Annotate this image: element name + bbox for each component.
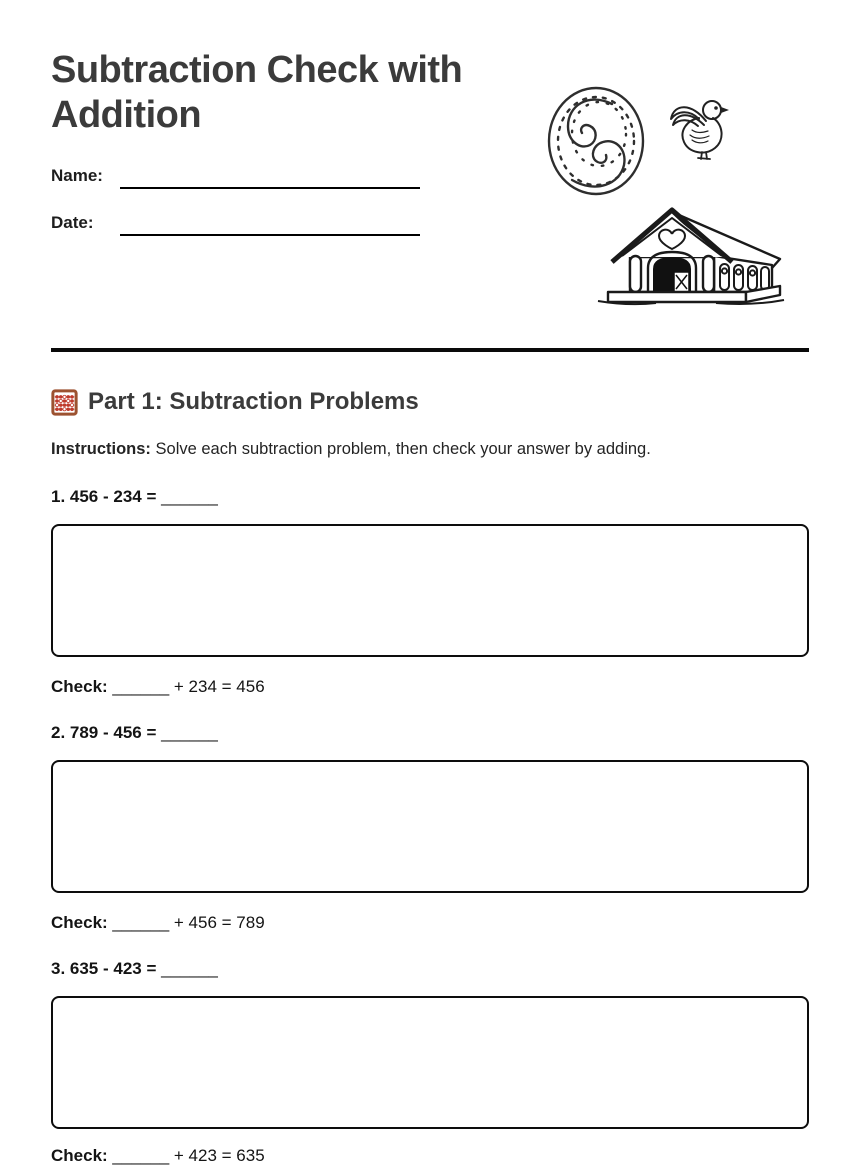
problem-2-answer-blank[interactable]: ______ [161,723,218,742]
problem-3-check [51,1146,265,1166]
problem-3-label: 3. 635 - 423 = [51,959,157,978]
koru-spiral-illustration [544,84,648,198]
part1-heading [51,388,419,416]
problem-1-work-box[interactable] [51,524,809,657]
problem-1 [51,487,218,507]
problem-3-check-equation: + 423 = 635 [173,1146,265,1165]
name-label: Name: [51,166,103,185]
problem-3 [51,959,218,979]
instructions-label: Instructions: [51,440,151,458]
problem-2-check [51,913,265,933]
problem-1-answer-blank[interactable]: ______ [161,487,218,506]
problem-1-check-blank[interactable]: ______ [112,677,170,696]
problem-2-work-box[interactable] [51,760,809,893]
problem-3-answer-blank[interactable]: ______ [161,959,218,978]
problem-1-label: 1. 456 - 234 = [51,487,157,506]
date-input-line[interactable] [120,234,420,236]
problem-3-check-label: Check: [51,1146,108,1165]
problem-3-work-box[interactable] [51,996,809,1129]
part1-heading-text: Part 1: Subtraction Problems [88,388,419,415]
name-input-line[interactable] [120,187,420,189]
problem-2-check-blank[interactable]: ______ [112,913,170,932]
abacus-icon [51,389,78,416]
problem-3-check-blank[interactable]: ______ [112,1146,170,1165]
problem-2-label: 2. 789 - 456 = [51,723,157,742]
instructions [51,440,771,459]
instructions-text: Solve each subtraction problem, then check your answer by adding. [155,440,651,458]
section-divider [51,348,809,352]
problem-2 [51,723,218,743]
gingerbread-house-illustration [596,202,788,306]
problem-2-check-label: Check: [51,913,108,932]
problem-1-check-label: Check: [51,677,108,696]
problem-1-check-equation: + 234 = 456 [173,677,265,696]
page-title: Subtraction Check with Addition [51,49,463,136]
bird-illustration [666,96,732,162]
problem-1-check [51,677,265,697]
problem-2-check-equation: + 456 = 789 [173,913,265,932]
date-label: Date: [51,213,94,232]
